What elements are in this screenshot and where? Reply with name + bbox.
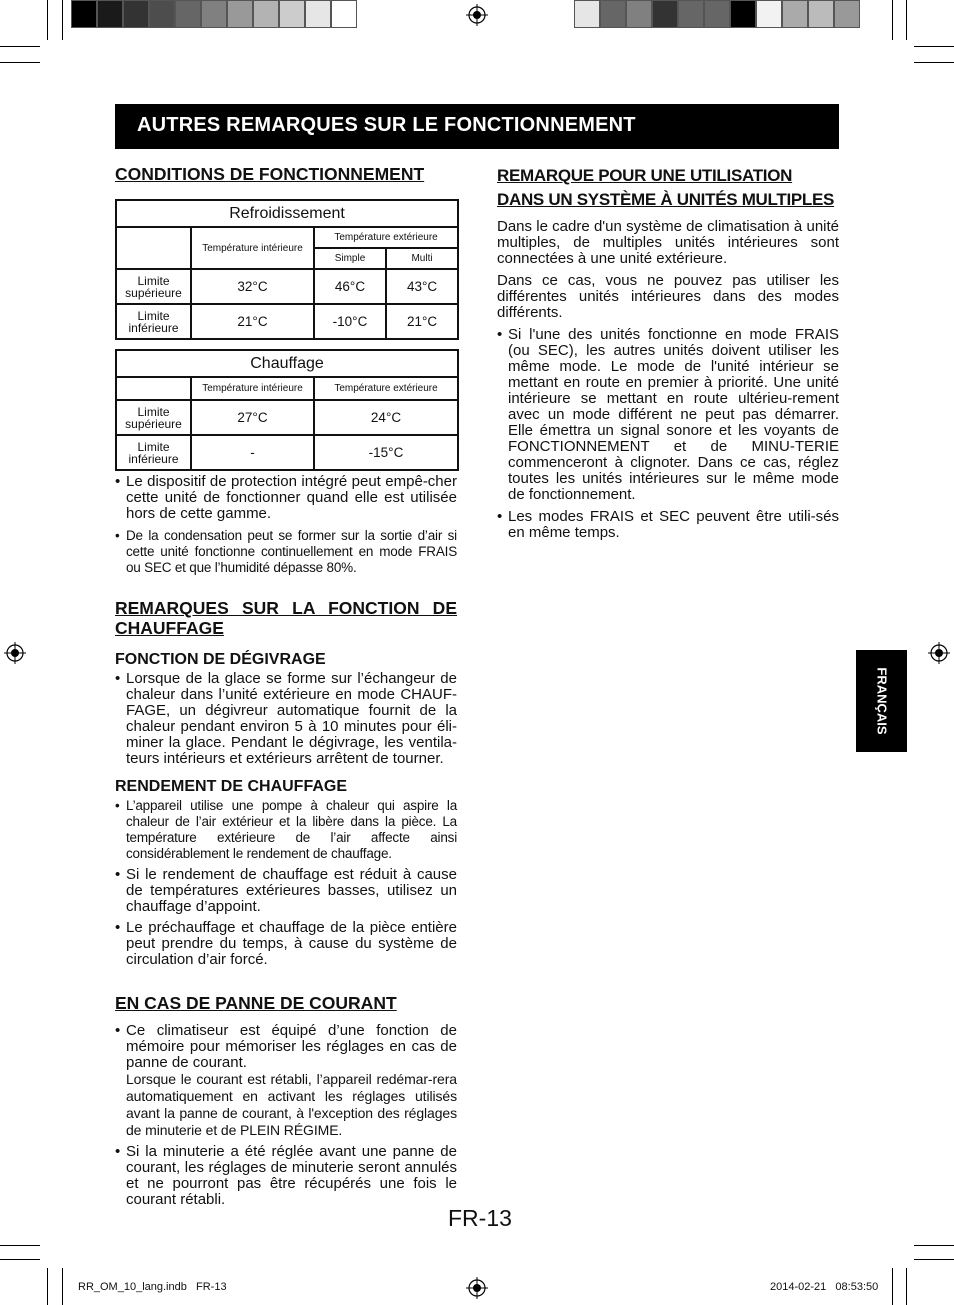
- crop-mark: [0, 46, 40, 47]
- color-swatch: [253, 0, 279, 28]
- color-swatch: [574, 0, 600, 28]
- crop-mark: [892, 1268, 893, 1305]
- color-swatch: [201, 0, 227, 28]
- table-cell: 43°C: [386, 269, 458, 304]
- table-cell: 32°C: [191, 269, 314, 304]
- power-failure-title: EN CAS DE PANNE DE COURANT: [115, 993, 397, 1013]
- section-header-bar: [115, 104, 839, 149]
- color-swatch: [678, 0, 704, 28]
- color-swatch: [279, 0, 305, 28]
- crop-mark: [47, 1268, 48, 1305]
- conditions-title: CONDITIONS DE FONCTIONNEMENT: [115, 164, 425, 184]
- registration-mark-icon: [4, 642, 26, 664]
- cooling-caption: Refroidissement: [116, 200, 458, 227]
- crop-mark: [914, 1259, 954, 1260]
- footer-datetime: 2014-02-21 08:53:50: [770, 1281, 879, 1293]
- table-cell: -10°C: [314, 304, 386, 339]
- crop-mark: [62, 0, 63, 40]
- table-cell: 46°C: [314, 269, 386, 304]
- right-column: [497, 164, 839, 541]
- color-swatch: [756, 0, 782, 28]
- crop-mark: [914, 62, 954, 63]
- table-cell: 21°C: [386, 304, 458, 339]
- color-swatch: [97, 0, 123, 28]
- multi-unit-notes: [497, 327, 839, 541]
- color-swatch: [704, 0, 730, 28]
- registration-mark-icon: [466, 4, 488, 26]
- row-label-upper: Limite supérieure: [116, 400, 191, 435]
- list-item: • Si la minuterie a été réglée avant une panne de courant, les réglages de minuterie seront annulés et ne pourront pas être récupérés une fois le courant rétabli.: [115, 1144, 457, 1208]
- conditions-notes: [115, 474, 457, 576]
- list-item: • Les modes FRAIS et SEC peuvent être utili-sés en même temps.: [497, 509, 839, 541]
- header-outdoor: Température extérieure: [314, 227, 458, 248]
- multi-unit-paragraph: Dans le cadre d'un système de climatisation à unité multiples, de multiples unités intérieures sont connectées à une unité extérieure.: [497, 218, 839, 267]
- list-item: • Lorsque de la glace se forme sur l’échangeur de chaleur dans l’unité extérieure en mode CHAUF-FAGE, un dégivreur automatique fournit de la chaleur pendant environ 5 à 10 minutes pour éli-miner la glace. Pendant le dégivrage, les ventila-teurs intérieurs et extérieurs arrêtent de tourner.: [115, 671, 457, 767]
- table-cell: 21°C: [191, 304, 314, 339]
- language-tab: [856, 650, 907, 752]
- table-corner-cell: [116, 227, 191, 269]
- list-item: • Le préchauffage et chauffage de la pièce entière peut prendre du temps, à cause du système de circulation d’air forcé.: [115, 920, 457, 968]
- power-failure-notes: [115, 1023, 457, 1208]
- table-corner-cell: [116, 377, 191, 400]
- crop-mark: [0, 1245, 40, 1246]
- crop-mark: [892, 0, 893, 40]
- color-swatch: [227, 0, 253, 28]
- crop-mark: [0, 62, 40, 63]
- crop-mark: [62, 1268, 63, 1305]
- crop-mark: [906, 0, 907, 40]
- list-item: • L’appareil utilise une pompe à chaleur qui aspire la chaleur de l’air extérieur et la libère dans la pièce. La température extérieure de l’air affecte ainsi considérablement le rendement de chauffage.: [115, 798, 457, 862]
- color-swatch: [71, 0, 97, 28]
- color-swatch: [123, 0, 149, 28]
- table-cell: 24°C: [314, 400, 458, 435]
- left-column: [115, 164, 457, 1208]
- defrost-notes: [115, 671, 457, 767]
- header-outdoor: Température extérieure: [314, 377, 458, 400]
- crop-mark: [906, 1268, 907, 1305]
- row-label-lower: Limite inférieure: [116, 435, 191, 470]
- color-swatch: [626, 0, 652, 28]
- color-swatch: [331, 0, 357, 28]
- list-item: • Le dispositif de protection intégré peut empê-cher cette unité de fonctionner quand elle est utilisée hors de cette gamme.: [115, 474, 457, 522]
- color-swatch: [834, 0, 860, 28]
- crop-mark: [914, 1245, 954, 1246]
- color-bar-left: [71, 0, 357, 29]
- list-item-text: Ce climatiseur est équipé d’une fonction de mémoire pour mémoriser les réglages en cas de panne de courant.: [126, 1022, 457, 1071]
- heating-notes-title: REMARQUES SUR LA FONCTION DE CHAUFFAGE: [115, 598, 457, 638]
- color-swatch: [808, 0, 834, 28]
- header-single: Simple: [314, 248, 386, 269]
- list-item: • Si l'une des unités fonctionne en mode FRAIS (ou SEC), les autres unités doivent utiliser les même mode. Le mode de l'unité intérieur se mettant en route en premier à priorité. Une unité intérieure se mettant en route ultérieu-rement avec un mode différent ne peut pas démarrer. Elle émettra un signal sonore et les voyants de FONCTIONNEMENT et de MINU-TERIE commenceront à clignoter. Dans ce cas, réglez toutes les unités intérieures sur le même mode de fonctionnement.: [497, 327, 839, 503]
- color-swatch: [305, 0, 331, 28]
- color-bar-right: [574, 0, 860, 29]
- multi-unit-title-line2: DANS UN SYSTÈME À UNITÉS MULTIPLES: [497, 190, 835, 209]
- row-label-lower: Limite inférieure: [116, 304, 191, 339]
- heating-caption: Chauffage: [116, 350, 458, 377]
- list-item: • De la condensation peut se former sur la sortie d’air si cette unité fonctionne continuellement en mode FRAIS ou SEC et que l’humidité dépasse 80%.: [115, 528, 457, 576]
- color-swatch: [600, 0, 626, 28]
- color-swatch: [149, 0, 175, 28]
- color-swatch: [652, 0, 678, 28]
- list-item: [115, 1023, 457, 1139]
- footer-file: RR_OM_10_lang.indb FR-13: [78, 1281, 227, 1293]
- cooling-table: [115, 199, 459, 340]
- crop-mark: [47, 0, 48, 40]
- row-label-upper: Limite supérieure: [116, 269, 191, 304]
- table-cell: 27°C: [191, 400, 314, 435]
- color-swatch: [175, 0, 201, 28]
- multi-unit-title-line1: REMARQUE POUR UNE UTILISATION: [497, 166, 793, 185]
- page-number: FR-13: [448, 1205, 512, 1231]
- color-swatch: [782, 0, 808, 28]
- performance-title: RENDEMENT DE CHAUFFAGE: [115, 778, 348, 795]
- defrost-title: FONCTION DE DÉGIVRAGE: [115, 651, 326, 668]
- table-cell: -: [191, 435, 314, 470]
- header-indoor: Température intérieure: [191, 377, 314, 400]
- section-header-title: AUTRES REMARQUES SUR LE FONCTIONNEMENT: [137, 114, 636, 136]
- color-swatch: [730, 0, 756, 28]
- crop-mark: [0, 1259, 40, 1260]
- language-tab-label: FRANÇAIS: [874, 667, 889, 735]
- registration-mark-icon: [928, 642, 950, 664]
- header-multi: Multi: [386, 248, 458, 269]
- heating-table: [115, 349, 459, 471]
- list-item: • Si le rendement de chauffage est réduit à cause de températures extérieures basses, utilisez un chauffage d’appoint.: [115, 867, 457, 915]
- table-cell: -15°C: [314, 435, 458, 470]
- performance-notes: [115, 798, 457, 968]
- multi-unit-paragraph: Dans ce cas, vous ne pouvez pas utiliser les différentes unités intérieures dans des modes différents.: [497, 272, 839, 321]
- crop-mark: [914, 46, 954, 47]
- header-indoor: Température intérieure: [191, 227, 314, 269]
- multi-unit-title: [497, 164, 839, 212]
- registration-mark-icon: [466, 1277, 488, 1299]
- list-item-text: Lorsque le courant est rétabli, l’appareil redémar-rera automatiquement en activant les réglages utilisés avant la panne de courant, à l'exception des réglages de minuterie et de PLEIN RÉGIME.: [126, 1071, 457, 1138]
